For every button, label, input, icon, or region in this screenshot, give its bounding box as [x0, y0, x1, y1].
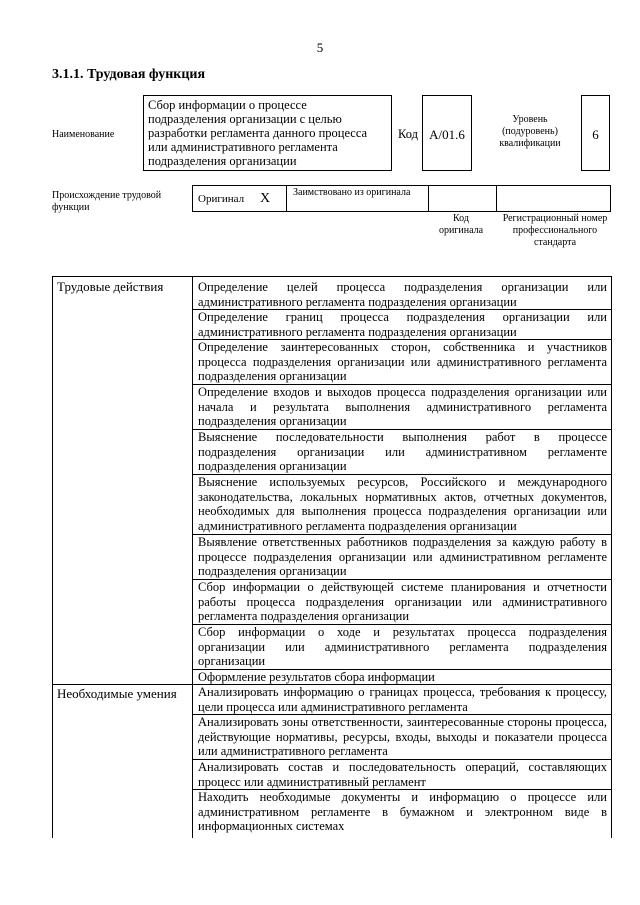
name-label: Наименование [52, 129, 115, 140]
code-value: A/01.6 [429, 127, 465, 142]
code-label: Код [398, 127, 418, 141]
level-label: Уровень (подуровень) квалификации [499, 114, 561, 149]
original-code-label: Код оригинала [438, 213, 484, 236]
reg-number-label: Регистрационный номер профессионального стандарта [502, 213, 608, 248]
code-value-box [422, 95, 472, 171]
original-label: Оригинал [198, 193, 245, 205]
level-value: 6 [592, 127, 599, 142]
action-item: Выявление ответственных работников подразделения за каждую работу в процессе подразделения организации или административном регламенте подразделения организации [198, 535, 607, 579]
actions-label: Трудовые действия [57, 279, 164, 294]
action-item: Выяснение используемых ресурсов, Российского и международного законодательства, локальных нормативных актов, отчетных документов, необходимых для выполнения процесса подразделения организации или административного регламента подразделения организации [198, 475, 607, 533]
action-item: Определение заинтересованных сторон, собственника и участников процесса подразделения организации или административного регламента подразделения организации [198, 340, 607, 384]
section-title: 3.1.1. Трудовая функция [52, 67, 206, 82]
name-value: Сбор информации о процессе подразделения организации с целью разработки регламента данного процесса или административного регламента подразделения организации [148, 98, 368, 168]
skills-label: Необходимые умения [57, 686, 177, 701]
skill-item: Анализировать информацию о границах процесса, требования к процессу, цели процесса или административного регламента [198, 685, 607, 714]
borrowed-label: Заимствовано из оригинала [293, 187, 411, 198]
action-item: Сбор информации о действующей системе планирования и отчетности работы процесса подразделения организации или административного регламента подразделения организации [198, 580, 607, 624]
skill-item: Анализировать состав и последовательность операций, составляющих процесс или административный регламент [198, 760, 607, 789]
skill-item: Анализировать зоны ответственности, заинтересованные стороны процесса, действующие нормативы, ресурсы, входы, выходы и показатели процесса или административного регламента [198, 715, 607, 759]
action-item: Определение входов и выходов процесса подразделения организации или начала и результата выполнения административного регламента подразделения организации [198, 385, 607, 429]
action-item: Выяснение последовательности выполнения работ в процессе подразделения организации или административном регламенте подразделения организации [198, 430, 607, 474]
level-value-box [581, 95, 610, 171]
action-item: Определение целей процесса подразделения организации или административного регламента подразделения организации [198, 280, 607, 309]
original-mark: X [260, 191, 271, 206]
name-value-box [143, 95, 392, 171]
page-number: 5 [316, 40, 324, 55]
origin-label: Происхождение трудовой функции [52, 190, 162, 213]
skill-item: Находить необходимые документы и информацию о процессе или административном регламенте в бумажном и электронном виде в информационных системах [198, 790, 607, 834]
action-item: Определение границ процесса подразделения организации или административного регламента подразделения организации [198, 310, 607, 339]
action-item: Оформление результатов сбора информации [198, 670, 435, 684]
action-item: Сбор информации о ходе и результатах процесса подразделения организации или административного регламента подразделения организации [198, 625, 607, 669]
